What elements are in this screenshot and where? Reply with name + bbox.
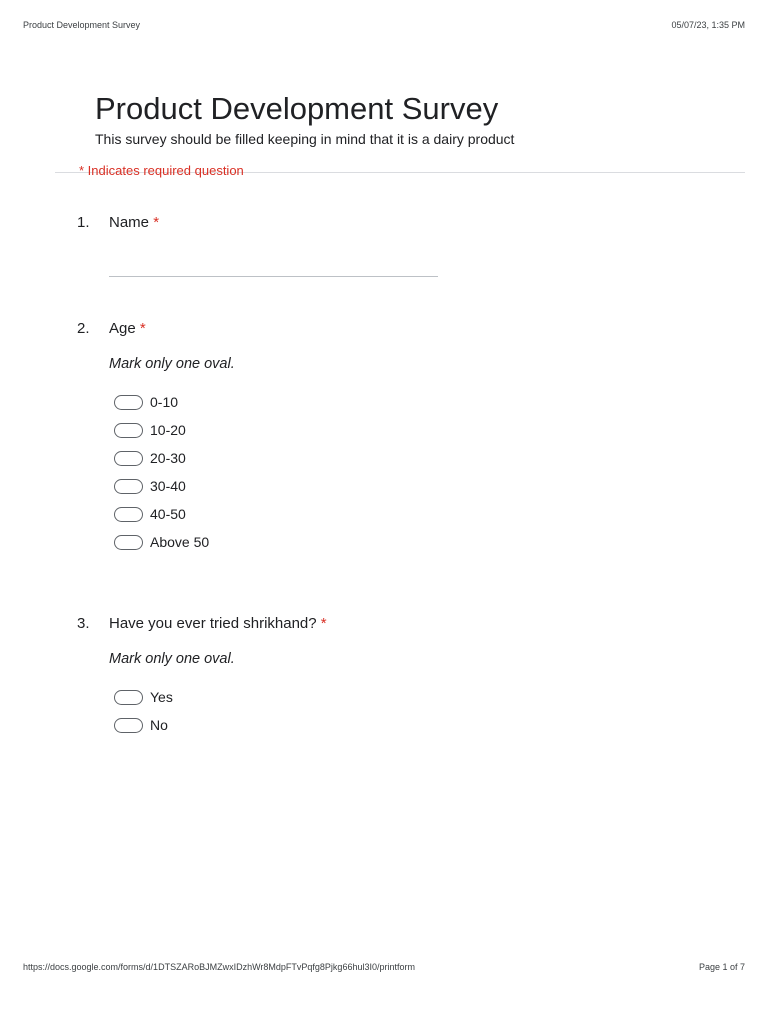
name-answer-line[interactable] bbox=[109, 276, 438, 277]
question-2-title-text: Age bbox=[109, 320, 136, 337]
print-header-title: Product Development Survey bbox=[23, 20, 141, 30]
radio-oval-icon[interactable] bbox=[114, 423, 143, 438]
age-option-40-50[interactable] bbox=[114, 500, 209, 528]
required-asterisk: * bbox=[153, 214, 160, 231]
print-footer-page-number: Page 1 of 7 bbox=[698, 962, 745, 972]
option-label: 20-30 bbox=[150, 450, 186, 466]
question-3-title-text: Have you ever tried shrikhand? bbox=[109, 615, 317, 632]
print-footer-url: https://docs.google.com/forms/d/1DTSZARoBJMZwxIDzhWr8MdpFTvPqfg8Pjkg66hul3I0/printform bbox=[23, 962, 415, 972]
option-label: Yes bbox=[150, 689, 173, 705]
question-1-number: 1. bbox=[77, 214, 90, 231]
required-asterisk: * bbox=[139, 320, 146, 337]
required-asterisk: * bbox=[320, 615, 327, 632]
question-3-number: 3. bbox=[77, 615, 90, 632]
question-3-title bbox=[109, 615, 327, 632]
question-3-hint: Mark only one oval. bbox=[109, 651, 235, 667]
age-option-20-30[interactable] bbox=[114, 444, 209, 472]
age-option-30-40[interactable] bbox=[114, 472, 209, 500]
question-2-number: 2. bbox=[77, 320, 90, 337]
print-header-datetime: 05/07/23, 1:35 PM bbox=[671, 20, 745, 30]
question-2-title bbox=[109, 320, 146, 337]
radio-oval-icon[interactable] bbox=[114, 535, 143, 550]
shrikhand-option-yes[interactable] bbox=[114, 683, 173, 711]
radio-oval-icon[interactable] bbox=[114, 451, 143, 466]
question-1-title-text: Name bbox=[109, 214, 150, 231]
required-question-note: * Indicates required question bbox=[79, 163, 244, 178]
option-label: 30-40 bbox=[150, 478, 186, 494]
question-1-title bbox=[109, 214, 159, 231]
shrikhand-option-no[interactable] bbox=[114, 711, 173, 739]
age-option-10-20[interactable] bbox=[114, 416, 209, 444]
shrikhand-options bbox=[114, 683, 173, 739]
radio-oval-icon[interactable] bbox=[114, 507, 143, 522]
option-label: No bbox=[150, 717, 168, 733]
radio-oval-icon[interactable] bbox=[114, 395, 143, 410]
age-option-0-10[interactable] bbox=[114, 388, 209, 416]
form-description: This survey should be filled keeping in mind that it is a dairy product bbox=[95, 131, 515, 147]
question-2-hint: Mark only one oval. bbox=[109, 356, 235, 372]
form-title: Product Development Survey bbox=[95, 91, 499, 126]
age-options bbox=[114, 388, 209, 556]
option-label: 40-50 bbox=[150, 506, 186, 522]
radio-oval-icon[interactable] bbox=[114, 718, 143, 733]
radio-oval-icon[interactable] bbox=[114, 479, 143, 494]
radio-oval-icon[interactable] bbox=[114, 690, 143, 705]
option-label: Above 50 bbox=[150, 534, 210, 550]
option-label: 10-20 bbox=[150, 422, 186, 438]
option-label: 0-10 bbox=[150, 394, 179, 410]
age-option-above-50[interactable] bbox=[114, 528, 209, 556]
